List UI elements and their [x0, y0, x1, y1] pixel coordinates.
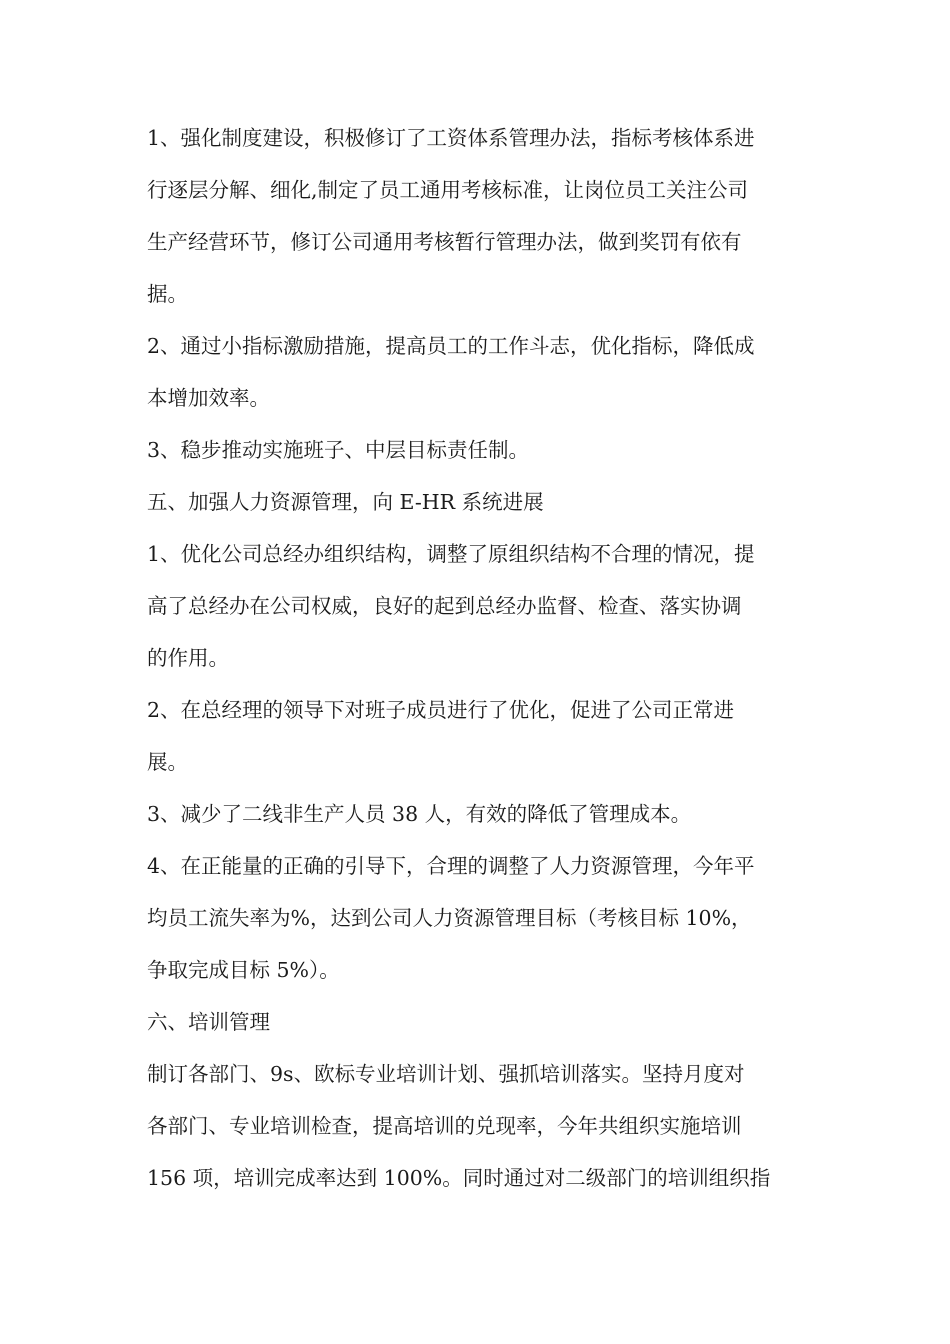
text-line: 的作用。 — [147, 646, 229, 670]
text-line: 行逐层分解、细化,制定了员工通用考核标准，让岗位员工关注公司 — [147, 178, 749, 202]
text-line: 2、通过小指标激励措施，提高员工的工作斗志，优化指标，降低成 — [147, 334, 755, 358]
text-line: 1、强化制度建设，积极修订了工资体系管理办法，指标考核体系进 — [147, 126, 755, 150]
document-body — [147, 112, 807, 1204]
text-line: 3、稳步推动实施班子、中层目标责任制。 — [147, 438, 530, 462]
text-line: 均员工流失率为%，达到公司人力资源管理目标（考核目标 10%， — [147, 906, 752, 930]
text-line: 生产经营环节，修订公司通用考核暂行管理办法，做到奖罚有依有 — [147, 230, 742, 254]
text-line: 3、减少了二线非生产人员 38 人，有效的降低了管理成本。 — [147, 802, 692, 826]
text-line: 156 项，培训完成率达到 100%。同时通过对二级部门的培训组织指 — [147, 1166, 771, 1190]
text-line: 1、优化公司总经办组织结构，调整了原组织结构不合理的情况，提 — [147, 542, 755, 566]
text-line: 高了总经办在公司权威，良好的起到总经办监督、检查、落实协调 — [147, 594, 742, 618]
text-line: 各部门、专业培训检查，提高培训的兑现率，今年共组织实施培训 — [147, 1114, 742, 1138]
text-line: 2、在总经理的领导下对班子成员进行了优化，促进了公司正常进 — [147, 698, 735, 722]
text-line: 本增加效率。 — [147, 386, 270, 410]
text-line: 展。 — [147, 750, 188, 774]
text-line: 制订各部门、9s、欧标专业培训计划、强抓培训落实。坚持月度对 — [147, 1062, 745, 1086]
text-line: 据。 — [147, 282, 188, 306]
section-heading: 五、加强人力资源管理，向 E-HR 系统进展 — [147, 490, 544, 514]
text-line: 4、在正能量的正确的引导下，合理的调整了人力资源管理，今年平 — [147, 854, 755, 878]
text-line: 争取完成目标 5%）。 — [147, 958, 340, 982]
section-heading: 六、培训管理 — [147, 1010, 270, 1034]
